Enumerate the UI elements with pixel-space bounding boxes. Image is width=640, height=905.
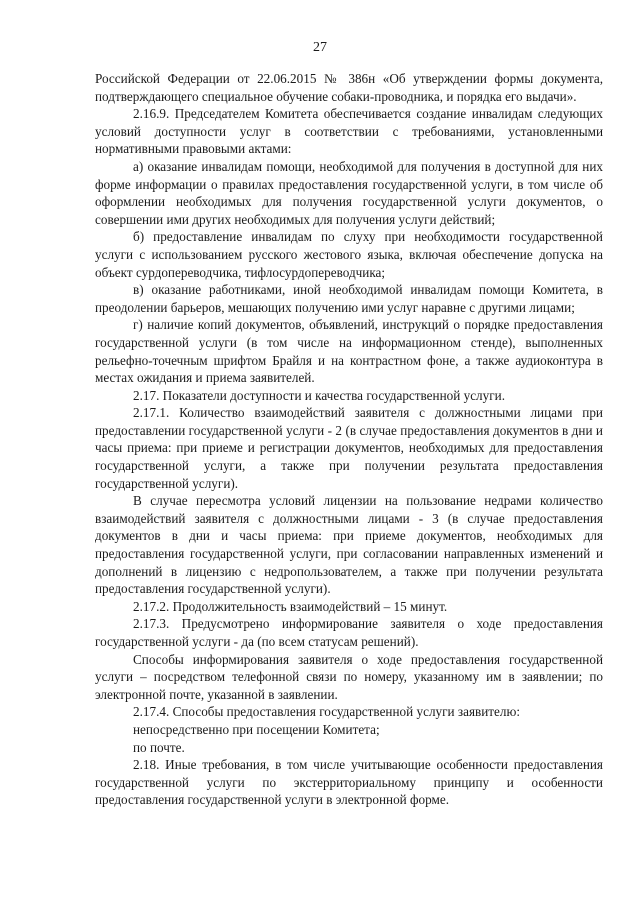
page-number: 27 — [313, 40, 327, 55]
paragraph-2-17: 2.17. Показатели доступности и качества государственной услуги. — [133, 387, 505, 403]
paragraph-continuation: Российской Федерации от 22.06.2015 № 386н «Об утверждении формы документа, подтверждающего специальное обучение собаки-проводника, и порядка его выдачи». — [95, 71, 603, 104]
document-body — [95, 70, 603, 809]
paragraph-2-16-9: 2.16.9. Председателем Комитета обеспечивается создание инвалидам следующих условий доступности услуг в соответствии с требованиями, установленными нормативными правовыми актами: — [95, 106, 603, 157]
paragraph-item-g: г) наличие копий документов, объявлений, инструкций о порядке предоставления государственной услуги (в том числе на информационном стенде), выполненных рельефно-точечным шрифтом Брайля и на контрастном фоне, а также аудиоконтура в местах ожидания и приема заявителей. — [95, 317, 603, 386]
paragraph-2-17-1: 2.17.1. Количество взаимодействий заявителя с должностными лицами при предоставлении государственной услуги - 2 (в случае предоставления документов в дни и часы приема: при приеме и регистрации документов, необходимых для предоставления государственной услуги, а также при получении результата предоставления государственной услуги). — [95, 405, 603, 491]
paragraph-license-review: В случае пересмотра условий лицензии на пользование недрами количество взаимодействий заявителя с должностными лицами - 3 (в случае предоставления документов в дни и часы приема: при приеме документов, необходимых для предоставления государственной услуги, при согласовании направленных изменений и дополнений в лицензию с недропользователем, а также при получении результата предоставления государственной услуги). — [95, 493, 603, 597]
paragraph-item-a: а) оказание инвалидам помощи, необходимой для получения в доступной для них форме информации о правилах предоставления государственной услуги, в том числе об оформлении необходимых для получения государственной услуги документов, о совершении ими других необходимых для получения услуги действий; — [95, 158, 603, 227]
paragraph-2-17-4: 2.17.4. Способы предоставления государственной услуги заявителю: — [133, 704, 521, 720]
paragraph-2-17-2: 2.17.2. Продолжительность взаимодействий – 15 минут. — [133, 598, 448, 614]
paragraph-item-b: б) предоставление инвалидам по слуху при необходимости государственной услуги с использованием русского жестового языка, включая обеспечение допуска на объект сурдопереводчика, тифлосурдопереводчика; — [95, 229, 603, 280]
paragraph-2-18: 2.18. Иные требования, в том числе учитывающие особенности предоставления государственной услуги по экстерриториальному принципу и особенности предоставления государственной услуги в электронной форме. — [95, 757, 603, 808]
paragraph-item-v: в) оказание работниками, иной необходимой инвалидам помощи Комитета, в преодолении барьеров, мешающих получению ими услуг наравне с другими лицами; — [95, 282, 603, 315]
paragraph-inform-methods: Способы информирования заявителя о ходе предоставления государственной услуги – посредством телефонной связи по номеру, указанному им в заявлении; по электронной почте, указанной в заявлении. — [95, 651, 603, 702]
paragraph-2-17-3: 2.17.3. Предусмотрено информирование заявителя о ходе предоставления государственной услуги - да (по всем статусам решений). — [95, 616, 603, 649]
paragraph-by-mail: по почте. — [133, 739, 185, 755]
paragraph-in-person: непосредственно при посещении Комитета; — [133, 721, 380, 737]
